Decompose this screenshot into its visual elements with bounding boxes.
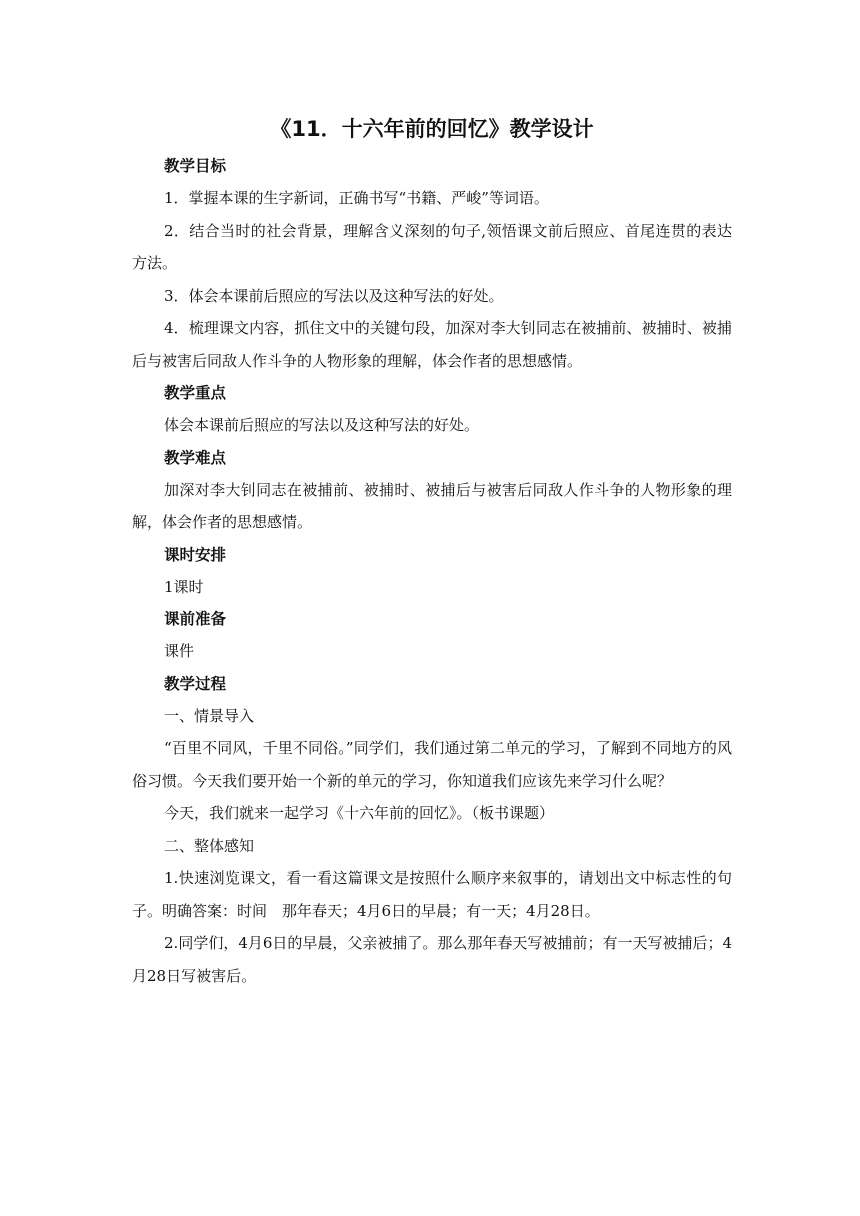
process-paragraph-1: “百里不同风，千里不同俗。”同学们，我们通过第二单元的学习，了解到不同地方的风俗习惯。今天我们要开始一个新的单元的学习，你知道我们应该先来学习什么呢？ <box>132 739 732 790</box>
process-paragraph-4: 2.同学们，4月6日的早晨，父亲被捕了。那么那年春天写被捕前；有一天写被捕后；4月28日写被害后。 <box>132 934 732 985</box>
process-paragraph-2: 今天，我们就来一起学习《十六年前的回忆》。（板书课题） <box>164 804 555 822</box>
document-title: 《11．十六年前的回忆》教学设计 <box>270 117 594 141</box>
process-section-1: 一、情景导入 <box>164 706 255 725</box>
goal-item-1: 1．掌握本课的生字新词，正确书写“书籍、严峻”等词语。 <box>164 189 549 207</box>
document-page <box>132 112 732 992</box>
goal-item-3: 3．体会本课前后照应的写法以及这种写法的好处。 <box>164 286 504 305</box>
key-text: 体会本课前后照应的写法以及这种写法的好处。 <box>164 416 480 434</box>
process-paragraph-3: 1.快速浏览课文，看一看这篇课文是按照什么顺序来叙事的，请划出文中标志性的句子。明确答案：时间 那年春天；4月6日的早晨；有一天；4月28日。 <box>132 869 732 920</box>
process-heading: 教学过程 <box>164 674 227 693</box>
schedule-heading: 课时安排 <box>164 545 227 564</box>
process-section-2: 二、整体感知 <box>164 836 255 855</box>
key-heading: 教学重点 <box>164 384 227 402</box>
goal-item-2: 2．结合当时的社会背景，理解含义深刻的句子,领悟课文前后照应、首尾连贯的表达方法。 <box>132 221 732 272</box>
schedule-text: 1课时 <box>164 577 204 596</box>
goal-item-4: 4．梳理课文内容，抓住文中的关键句段，加深对李大钊同志在被捕前、被捕时、被捕后与被害后同敌人作斗争的人物形象的理解，体会作者的思想感情。 <box>132 319 732 370</box>
goals-heading: 教学目标 <box>164 157 227 175</box>
difficulty-text: 加深对李大钊同志在被捕前、被捕时、被捕后与被害后同敌人作斗争的人物形象的理解，体会作者的思想感情。 <box>132 480 732 531</box>
difficulty-heading: 教学难点 <box>164 448 227 467</box>
prep-text: 课件 <box>164 642 195 660</box>
prep-heading: 课前准备 <box>164 610 227 628</box>
